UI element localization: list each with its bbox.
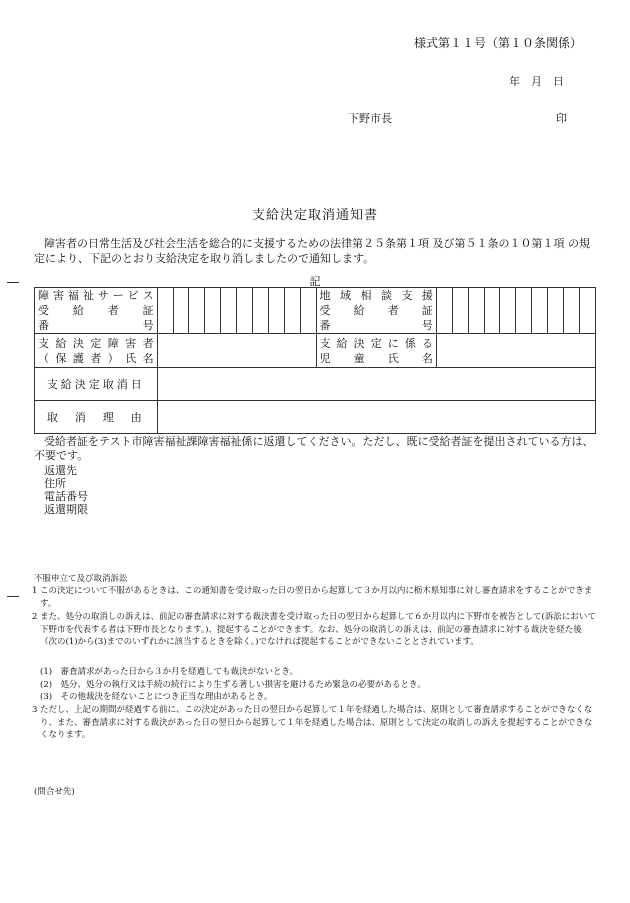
digit-box[interactable] <box>548 288 564 334</box>
digit-box[interactable] <box>268 288 284 334</box>
recipient-table <box>34 287 596 434</box>
appeal-paragraph-2: 2 また、処分の取消しの訴えは、前記の審査請求に対する裁決書を受け取った日の翌日から起算して６か月以内に下野市を被告として(訴訟において下野市を代表する者は下野市長となります。)、提起することができます。なお、処分の取消しの訴えは、前記の審査請求に対する裁決を経た後（次の(1)から(3)までのいずれかに該当するときを除く。)でなければ提起することができないこととされています。 <box>32 612 596 648</box>
digit-box[interactable] <box>500 288 516 334</box>
seal-mark: 印 <box>556 112 567 125</box>
appeal-sub-item: (2) 処分、処分の執行又は手続の続行により生ずる著しい損害を避けるため緊急の必要があるとき。 <box>40 680 426 690</box>
return-deadline: 返還期限 <box>44 503 88 516</box>
digit-box[interactable] <box>221 288 237 334</box>
child-name-field[interactable] <box>436 334 595 368</box>
ki-heading: 記 <box>309 275 321 288</box>
decision-person-name-field[interactable] <box>157 334 316 368</box>
digit-box[interactable] <box>157 288 173 334</box>
service-certificate-label: 障害福祉サービス 受 給 者 証 番 号 <box>35 288 158 334</box>
digit-box[interactable] <box>284 288 300 334</box>
margin-mark <box>7 282 19 283</box>
digit-box[interactable] <box>452 288 468 334</box>
digit-box[interactable] <box>484 288 500 334</box>
digit-box[interactable] <box>516 288 532 334</box>
return-address: 住所 <box>44 477 66 490</box>
consult-certificate-label: 地域相談支援 受 給 者 証 番 号 <box>316 288 436 334</box>
digit-box[interactable] <box>564 288 580 334</box>
return-phone: 電話番号 <box>44 490 88 503</box>
cancel-reason-field[interactable] <box>157 401 595 434</box>
intro-paragraph: 障害者の日常生活及び社会生活を総合的に支援するための法律第２５条第１項 及び第５１条の１０第１項 の規定により、下記のとおり支給決定を取り消しましたので通知します。 <box>34 237 590 265</box>
appeal-sub-item: (3) その他裁決を経ないことにつき正当な理由があるとき。 <box>40 692 273 702</box>
cancel-date-label: 支給決定取消日 <box>35 368 158 401</box>
document-title: 支給決定取消通知書 <box>251 208 378 223</box>
digit-box[interactable] <box>300 288 316 334</box>
digit-box[interactable] <box>468 288 484 334</box>
digit-box[interactable] <box>252 288 268 334</box>
digit-box[interactable] <box>205 288 221 334</box>
digit-box[interactable] <box>237 288 253 334</box>
margin-mark <box>7 596 19 597</box>
digit-box[interactable] <box>173 288 189 334</box>
child-name-label: 支給決定に係る 児 童 氏 名 <box>316 334 436 368</box>
digit-box[interactable] <box>436 288 452 334</box>
digit-box[interactable] <box>579 288 595 334</box>
appeal-paragraph-1: 1 この決定について不服があるときは、この通知書を受け取った日の翌日から起算して３か月以内に栃木県知事に対し審査請求をすることができます。 <box>32 586 593 609</box>
contact-label: (問合せ先) <box>34 787 75 797</box>
issue-date: 年 月 日 <box>509 75 564 88</box>
cancel-date-field[interactable] <box>157 368 595 401</box>
appeal-heading: 不服申立て及び取消訴訟 <box>34 574 128 584</box>
issuer-name: 下野市長 <box>348 112 392 125</box>
return-destination: 返還先 <box>44 464 77 477</box>
appeal-paragraph-3: 3 ただし、上記の期間が経過する前に、この決定があった日の翌日から起算して１年を経過した場合は、原則として審査請求することができなくなり、また、審査請求に対する裁決があった日の翌日から起算して１年を経過した場合は、原則として決定の取消しの訴えを提起することができなくなります。 <box>32 705 593 741</box>
digit-box[interactable] <box>532 288 548 334</box>
decision-person-label: 支給決定障害者 （保護者）氏名 <box>35 334 158 368</box>
form-number: 様式第１１号（第１０条関係） <box>413 36 582 50</box>
cancel-reason-label: 取 消 理 由 <box>35 401 158 434</box>
appeal-sub-item: (1) 審査請求があった日から３か月を経過しても裁決がないとき。 <box>40 667 299 677</box>
return-note: 受給者証をテスト市障害福祉課障害福祉係に返還してください。ただし、既に受給者証を提出されている方は、不要です。 <box>34 435 594 462</box>
digit-box[interactable] <box>189 288 205 334</box>
